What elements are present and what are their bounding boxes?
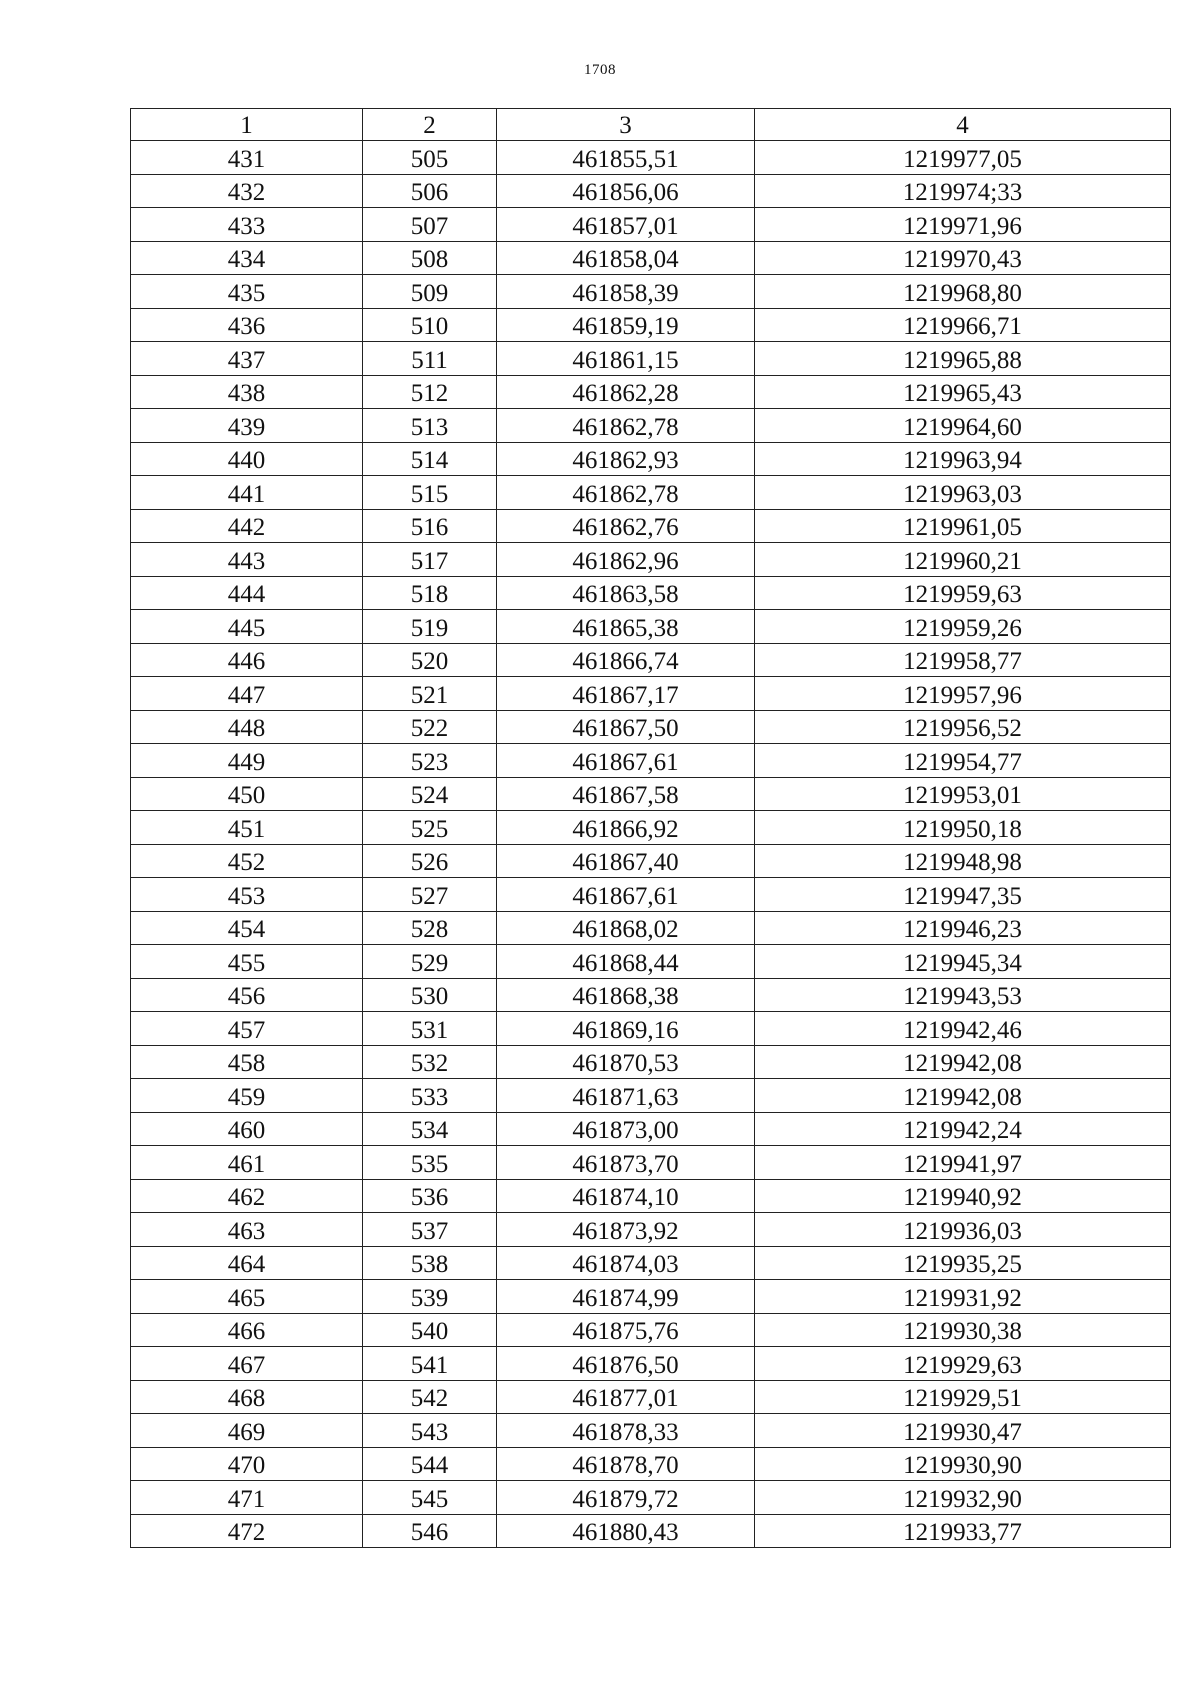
table-cell: 532 <box>363 1045 497 1079</box>
table-cell: 1219971,96 <box>755 208 1171 242</box>
table-row <box>131 1280 1171 1314</box>
table-cell: 461868,44 <box>497 945 755 979</box>
table-cell: 1219929,63 <box>755 1347 1171 1381</box>
table-cell: 1219959,26 <box>755 610 1171 644</box>
table-cell: 461866,92 <box>497 811 755 845</box>
table-cell: 460 <box>131 1112 363 1146</box>
table-cell: 1219963,94 <box>755 442 1171 476</box>
table-row <box>131 878 1171 912</box>
table-cell: 538 <box>363 1246 497 1280</box>
table-cell: 1219930,90 <box>755 1447 1171 1481</box>
table-cell: 529 <box>363 945 497 979</box>
table-cell: 461863,58 <box>497 576 755 610</box>
table-cell: 461867,40 <box>497 844 755 878</box>
table-row <box>131 643 1171 677</box>
table-cell: 461874,10 <box>497 1179 755 1213</box>
table-cell: 472 <box>131 1514 363 1548</box>
table-cell: 534 <box>363 1112 497 1146</box>
header-row <box>131 109 1171 141</box>
table-cell: 1219942,46 <box>755 1012 1171 1046</box>
table-row <box>131 275 1171 309</box>
table-cell: 1219974;33 <box>755 174 1171 208</box>
table-cell: 530 <box>363 978 497 1012</box>
table-row <box>131 342 1171 376</box>
table-cell: 461 <box>131 1146 363 1180</box>
table-cell: 1219964,60 <box>755 409 1171 443</box>
table-cell: 461871,63 <box>497 1079 755 1113</box>
table-cell: 442 <box>131 509 363 543</box>
table-row <box>131 1313 1171 1347</box>
table-cell: 461857,01 <box>497 208 755 242</box>
table-cell: 461855,51 <box>497 141 755 175</box>
table-cell: 456 <box>131 978 363 1012</box>
table-cell: 526 <box>363 844 497 878</box>
table-cell: 462 <box>131 1179 363 1213</box>
table-cell: 438 <box>131 375 363 409</box>
coordinates-table <box>130 108 1171 1548</box>
table-cell: 1219977,05 <box>755 141 1171 175</box>
table-row <box>131 208 1171 242</box>
table-cell: 521 <box>363 677 497 711</box>
table-cell: 431 <box>131 141 363 175</box>
table-cell: 516 <box>363 509 497 543</box>
table-cell: 450 <box>131 777 363 811</box>
table-row <box>131 1347 1171 1381</box>
table-cell: 441 <box>131 476 363 510</box>
table-cell: 440 <box>131 442 363 476</box>
table-cell: 525 <box>363 811 497 845</box>
table-cell: 518 <box>363 576 497 610</box>
table-cell: 1219936,03 <box>755 1213 1171 1247</box>
table-cell: 1219929,51 <box>755 1380 1171 1414</box>
table-header <box>131 109 1171 141</box>
table-cell: 515 <box>363 476 497 510</box>
table-cell: 447 <box>131 677 363 711</box>
table-cell: 461870,53 <box>497 1045 755 1079</box>
table-cell: 461867,58 <box>497 777 755 811</box>
table-cell: 444 <box>131 576 363 610</box>
table-row <box>131 610 1171 644</box>
table-cell: 461868,02 <box>497 911 755 945</box>
table-cell: 531 <box>363 1012 497 1046</box>
table-cell: 1219941,97 <box>755 1146 1171 1180</box>
table-row <box>131 1045 1171 1079</box>
table-cell: 539 <box>363 1280 497 1314</box>
table-cell: 1219943,53 <box>755 978 1171 1012</box>
table-cell: 1219966,71 <box>755 308 1171 342</box>
header-cell-2: 2 <box>363 109 497 141</box>
table-cell: 461874,03 <box>497 1246 755 1280</box>
table-cell: 437 <box>131 342 363 376</box>
table-row <box>131 241 1171 275</box>
table-cell: 443 <box>131 543 363 577</box>
table-row <box>131 677 1171 711</box>
table-cell: 461862,78 <box>497 476 755 510</box>
table-cell: 436 <box>131 308 363 342</box>
table-cell: 533 <box>363 1079 497 1113</box>
table-cell: 452 <box>131 844 363 878</box>
table-cell: 542 <box>363 1380 497 1414</box>
table-cell: 1219930,38 <box>755 1313 1171 1347</box>
table-cell: 1219947,35 <box>755 878 1171 912</box>
table-cell: 461878,70 <box>497 1447 755 1481</box>
table-cell: 461862,28 <box>497 375 755 409</box>
table-cell: 461876,50 <box>497 1347 755 1381</box>
table-cell: 540 <box>363 1313 497 1347</box>
table-cell: 1219945,34 <box>755 945 1171 979</box>
table-cell: 470 <box>131 1447 363 1481</box>
table-cell: 1219965,43 <box>755 375 1171 409</box>
table-cell: 545 <box>363 1481 497 1515</box>
table-cell: 461867,17 <box>497 677 755 711</box>
table-row <box>131 777 1171 811</box>
table-cell: 461856,06 <box>497 174 755 208</box>
table-cell: 1219931,92 <box>755 1280 1171 1314</box>
table-cell: 1219942,08 <box>755 1045 1171 1079</box>
table-row <box>131 476 1171 510</box>
table-cell: 536 <box>363 1179 497 1213</box>
table-cell: 1219950,18 <box>755 811 1171 845</box>
table-row <box>131 543 1171 577</box>
table-cell: 461858,39 <box>497 275 755 309</box>
table-cell: 517 <box>363 543 497 577</box>
table-row <box>131 509 1171 543</box>
table-cell: 439 <box>131 409 363 443</box>
table-cell: 1219957,96 <box>755 677 1171 711</box>
table-cell: 1219961,05 <box>755 509 1171 543</box>
table-cell: 461867,61 <box>497 744 755 778</box>
table-row <box>131 141 1171 175</box>
header-cell-1: 1 <box>131 109 363 141</box>
table-cell: 461862,76 <box>497 509 755 543</box>
table-cell: 461867,50 <box>497 710 755 744</box>
table-cell: 512 <box>363 375 497 409</box>
table-cell: 461867,61 <box>497 878 755 912</box>
table-cell: 543 <box>363 1414 497 1448</box>
table-cell: 505 <box>363 141 497 175</box>
table-row <box>131 1514 1171 1548</box>
table-cell: 461873,70 <box>497 1146 755 1180</box>
table-row <box>131 1447 1171 1481</box>
table-row <box>131 710 1171 744</box>
table-cell: 461868,38 <box>497 978 755 1012</box>
table-cell: 435 <box>131 275 363 309</box>
table-cell: 466 <box>131 1313 363 1347</box>
table-row <box>131 1481 1171 1515</box>
table-cell: 471 <box>131 1481 363 1515</box>
table-cell: 522 <box>363 710 497 744</box>
table-row <box>131 1112 1171 1146</box>
table-cell: 445 <box>131 610 363 644</box>
table-cell: 448 <box>131 710 363 744</box>
table-cell: 1219959,63 <box>755 576 1171 610</box>
header-cell-3: 3 <box>497 109 755 141</box>
table-row <box>131 1414 1171 1448</box>
table-cell: 1219930,47 <box>755 1414 1171 1448</box>
table-cell: 461873,92 <box>497 1213 755 1247</box>
table-cell: 461862,96 <box>497 543 755 577</box>
table-cell: 461859,19 <box>497 308 755 342</box>
table-cell: 510 <box>363 308 497 342</box>
table-cell: 511 <box>363 342 497 376</box>
table-cell: 1219942,24 <box>755 1112 1171 1146</box>
table-cell: 1219953,01 <box>755 777 1171 811</box>
table-row <box>131 442 1171 476</box>
table-row <box>131 844 1171 878</box>
table-cell: 433 <box>131 208 363 242</box>
table-cell: 453 <box>131 878 363 912</box>
table-cell: 461865,38 <box>497 610 755 644</box>
table-cell: 461878,33 <box>497 1414 755 1448</box>
table-row <box>131 1246 1171 1280</box>
table-cell: 535 <box>363 1146 497 1180</box>
table-cell: 461869,16 <box>497 1012 755 1046</box>
table-cell: 514 <box>363 442 497 476</box>
table-cell: 461874,99 <box>497 1280 755 1314</box>
table-row <box>131 1380 1171 1414</box>
table-cell: 432 <box>131 174 363 208</box>
table-cell: 461861,15 <box>497 342 755 376</box>
table-row <box>131 1213 1171 1247</box>
table-cell: 1219960,21 <box>755 543 1171 577</box>
table-row <box>131 945 1171 979</box>
table-row <box>131 375 1171 409</box>
table-cell: 1219946,23 <box>755 911 1171 945</box>
table-cell: 461866,74 <box>497 643 755 677</box>
table-cell: 541 <box>363 1347 497 1381</box>
table-row <box>131 1179 1171 1213</box>
table-cell: 528 <box>363 911 497 945</box>
table-cell: 546 <box>363 1514 497 1548</box>
table-row <box>131 1146 1171 1180</box>
table-cell: 523 <box>363 744 497 778</box>
table-cell: 434 <box>131 241 363 275</box>
table-cell: 1219935,25 <box>755 1246 1171 1280</box>
table-cell: 506 <box>363 174 497 208</box>
table-cell: 1219958,77 <box>755 643 1171 677</box>
table-row <box>131 811 1171 845</box>
table-cell: 467 <box>131 1347 363 1381</box>
header-cell-4: 4 <box>755 109 1171 141</box>
table-cell: 1219965,88 <box>755 342 1171 376</box>
table-cell: 544 <box>363 1447 497 1481</box>
table-cell: 461862,93 <box>497 442 755 476</box>
table-cell: 461880,43 <box>497 1514 755 1548</box>
table-cell: 520 <box>363 643 497 677</box>
table-cell: 1219942,08 <box>755 1079 1171 1113</box>
table-cell: 464 <box>131 1246 363 1280</box>
table-cell: 461873,00 <box>497 1112 755 1146</box>
table-cell: 524 <box>363 777 497 811</box>
table-cell: 461875,76 <box>497 1313 755 1347</box>
table-cell: 465 <box>131 1280 363 1314</box>
table-body <box>131 141 1171 1548</box>
table-cell: 459 <box>131 1079 363 1113</box>
table-cell: 508 <box>363 241 497 275</box>
table-cell: 1219956,52 <box>755 710 1171 744</box>
table-cell: 446 <box>131 643 363 677</box>
table-cell: 451 <box>131 811 363 845</box>
table-cell: 1219933,77 <box>755 1514 1171 1548</box>
table-cell: 513 <box>363 409 497 443</box>
table-cell: 1219940,92 <box>755 1179 1171 1213</box>
table-cell: 1219932,90 <box>755 1481 1171 1515</box>
page-number: 1708 <box>584 62 616 78</box>
table-cell: 509 <box>363 275 497 309</box>
table-cell: 1219970,43 <box>755 241 1171 275</box>
table-row <box>131 308 1171 342</box>
table-cell: 1219948,98 <box>755 844 1171 878</box>
table-cell: 455 <box>131 945 363 979</box>
table-cell: 458 <box>131 1045 363 1079</box>
table-cell: 468 <box>131 1380 363 1414</box>
table-cell: 519 <box>363 610 497 644</box>
table-cell: 461877,01 <box>497 1380 755 1414</box>
table-cell: 457 <box>131 1012 363 1046</box>
table-row <box>131 576 1171 610</box>
table-cell: 469 <box>131 1414 363 1448</box>
table-cell: 461879,72 <box>497 1481 755 1515</box>
table-cell: 461858,04 <box>497 241 755 275</box>
table-cell: 507 <box>363 208 497 242</box>
table-cell: 461862,78 <box>497 409 755 443</box>
table-cell: 1219954,77 <box>755 744 1171 778</box>
table-row <box>131 174 1171 208</box>
table-cell: 1219963,03 <box>755 476 1171 510</box>
table-row <box>131 1012 1171 1046</box>
table-cell: 1219968,80 <box>755 275 1171 309</box>
table-cell: 463 <box>131 1213 363 1247</box>
table-cell: 449 <box>131 744 363 778</box>
table-row <box>131 978 1171 1012</box>
table-row <box>131 744 1171 778</box>
table-row <box>131 409 1171 443</box>
table-cell: 454 <box>131 911 363 945</box>
table-cell: 527 <box>363 878 497 912</box>
table-row <box>131 911 1171 945</box>
table-row <box>131 1079 1171 1113</box>
table-cell: 537 <box>363 1213 497 1247</box>
